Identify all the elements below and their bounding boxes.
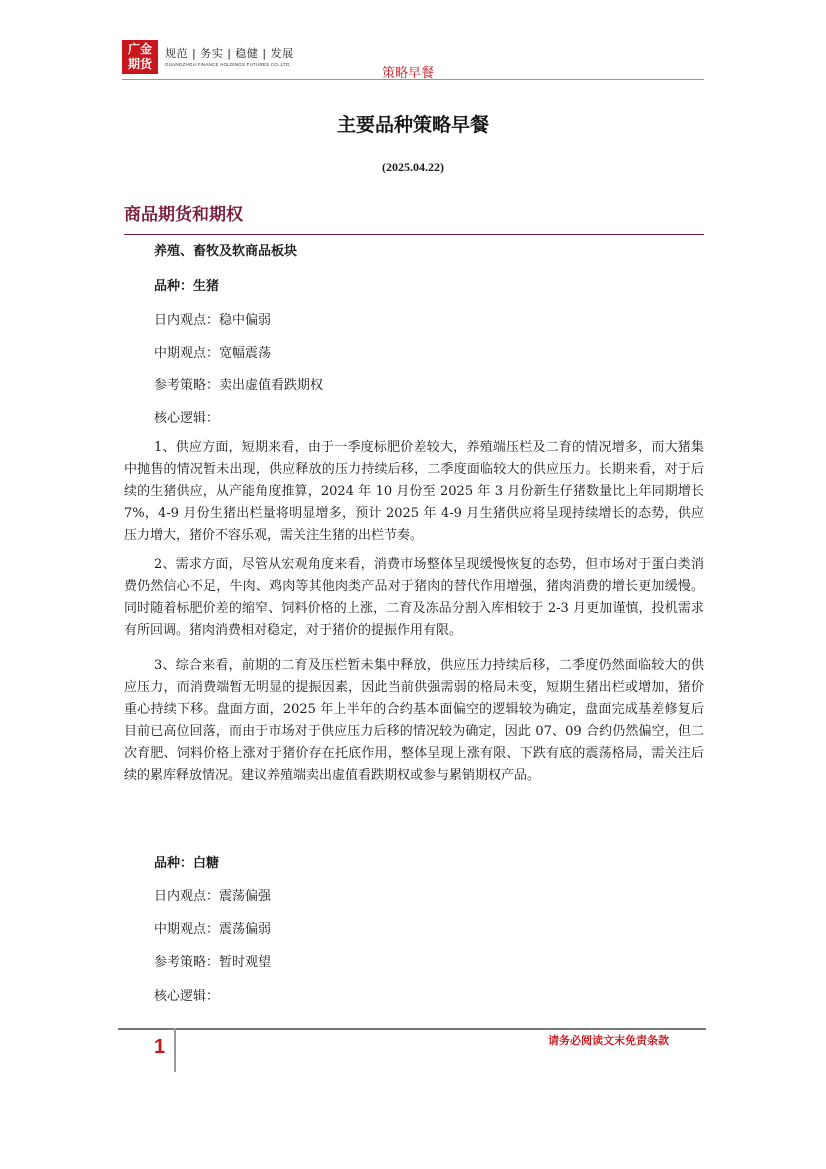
footer-divider <box>118 1028 706 1030</box>
sugar-logic-label: 核心逻辑： <box>154 989 220 1004</box>
hog-variety-label: 品种：生猪 <box>154 279 220 294</box>
hog-paragraph-supply: 1、供应方面，短期来看，由于一季度标肥价差较大，养殖端压栏及二育的情况增多，而大猪集中抛售的情况暂未出现，供应释放的压力持续后移，二季度面临较大的供应压力。长期来看，对于后续的生猪供应，从产能角度推算，2024 年 10 月份至 2025 年 3 月份新生仔猪数量比上年同期增长 7%，4-9 月份生猪出栏量将明显增多，预计 2025 年 4-9 月生猪供应将呈现持续增长的态势，供应压力增大，猪价不容乐观，需关注生猪的出栏节奏。 <box>124 440 704 543</box>
sugar-strategy: 参考策略：暂时观望 <box>154 955 272 970</box>
hog-logic-label: 核心逻辑： <box>154 411 220 426</box>
document-title: 主要品种策略早餐 <box>336 114 489 136</box>
company-slogan: 规范 | 务实 | 稳健 | 发展 <box>165 47 294 60</box>
footer-vertical-divider <box>174 1028 176 1072</box>
logo-text-line2: 期货 <box>127 57 152 71</box>
header-tag: 策略早餐 <box>382 66 435 81</box>
page-number: 1 <box>154 1036 166 1058</box>
section-divider <box>124 234 704 235</box>
hog-strategy: 参考策略：卖出虚值看跌期权 <box>154 378 324 393</box>
sugar-variety-label: 品种：白糖 <box>154 856 220 871</box>
hog-paragraph-summary: 3、综合来看，前期的二育及压栏暂未集中释放，供应压力持续后移，二季度仍然面临较大的供应压力，而消费端暂无明显的提振因素，因此当前供强需弱的格局未变，短期生猪出栏或增加，猪价重心持续下移。盘面方面，2025 年上半年的合约基本面偏空的逻辑较为确定，盘面完成基差修复后目前已高位回落，而由于市场对于供应压力后移的情况较为确定，因此 07、09 合约仍然偏空，但二次育肥、饲料价格上涨对于猪价存在托底作用，整体呈现上涨有限、下跌有底的震荡格局，需关注后续的累库释放情况。建议养殖端卖出虚值看跌期权或参与累销期权产品。 <box>124 658 704 783</box>
sugar-intraday-view: 日内观点：震荡偏强 <box>154 889 272 904</box>
hog-intraday-view: 日内观点：稳中偏弱 <box>154 313 272 328</box>
disclaimer-link[interactable]: 请务必阅读文末免责条款 <box>548 1034 669 1047</box>
section-heading: 商品期货和期权 <box>124 205 243 225</box>
document-date: (2025.04.22) <box>382 160 444 174</box>
subsection-heading: 养殖、畜牧及软商品板块 <box>154 244 298 259</box>
company-logo <box>122 40 158 74</box>
hog-midterm-view: 中期观点：宽幅震荡 <box>154 346 272 361</box>
hog-paragraph-demand: 2、需求方面，尽管从宏观角度来看，消费市场整体呈现缓慢恢复的态势，但市场对于蛋白类消费仍然信心不足，牛肉、鸡肉等其他肉类产品对于猪肉的替代作用增强，猪肉消费的增长更加缓慢。同时随着标肥价差的缩窄、饲料价格的上涨，二育及冻品分割入库相较于 2-3 月更加谨慎，投机需求有所回调。猪肉消费相对稳定，对于猪价的提振作用有限。 <box>124 557 704 638</box>
logo-text-line1: 广金 <box>127 42 152 56</box>
header-divider <box>122 79 704 80</box>
company-english-name: GUANGZHOU FINANCE HOLDINGS FUTURES CO.,LTD. <box>165 62 292 67</box>
sugar-midterm-view: 中期观点：震荡偏弱 <box>154 922 272 937</box>
